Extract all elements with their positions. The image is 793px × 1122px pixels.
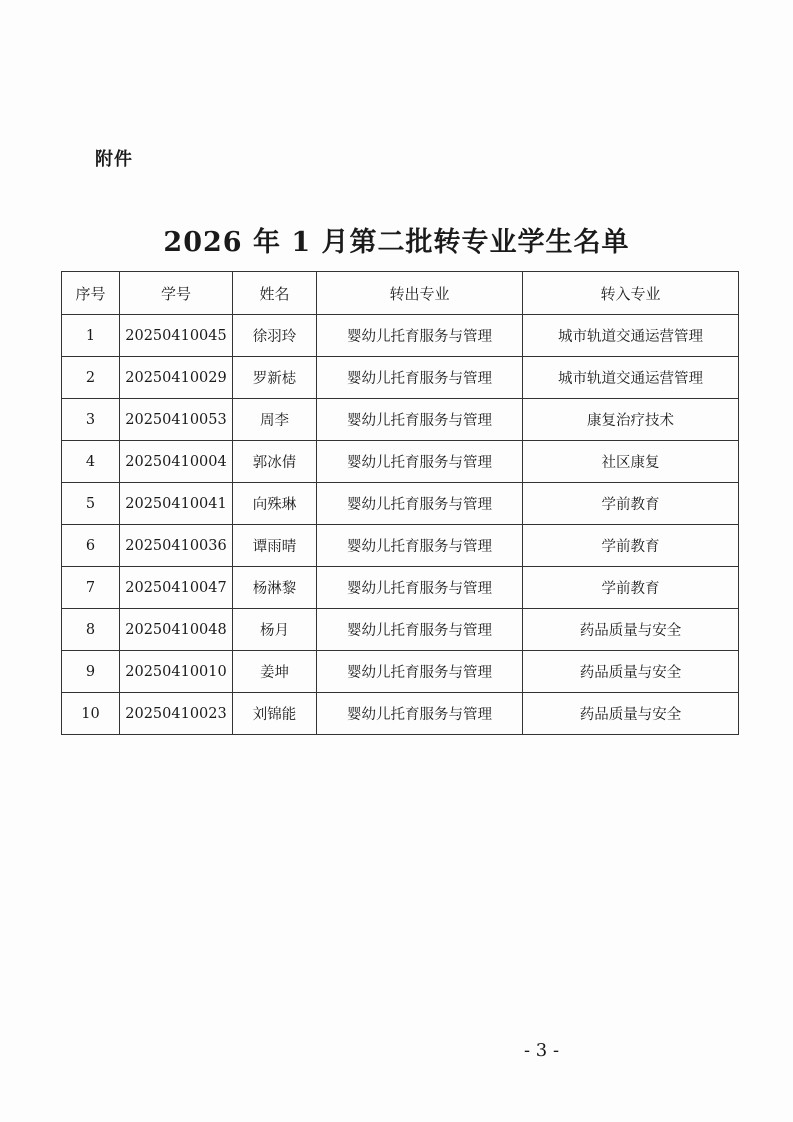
- table-header-row: [62, 272, 739, 315]
- table-body: [62, 315, 739, 735]
- cell-to-major: 学前教育: [523, 567, 739, 609]
- column-header-student-id: 学号: [120, 272, 233, 315]
- cell-name: 杨月: [233, 609, 317, 651]
- cell-seq: 1: [62, 315, 120, 357]
- cell-student-id: 20250410045: [120, 315, 233, 357]
- cell-name: 姜坤: [233, 651, 317, 693]
- cell-from-major: 婴幼儿托育服务与管理: [317, 567, 523, 609]
- column-header-to-major: 转入专业: [523, 272, 739, 315]
- column-header-from-major: 转出专业: [317, 272, 523, 315]
- document-title: 2026 年 1 月第二批转专业学生名单: [163, 227, 630, 258]
- table-row: [62, 651, 739, 693]
- cell-seq: 8: [62, 609, 120, 651]
- cell-name: 徐羽玲: [233, 315, 317, 357]
- cell-to-major: 药品质量与安全: [523, 693, 739, 735]
- cell-from-major: 婴幼儿托育服务与管理: [317, 525, 523, 567]
- cell-from-major: 婴幼儿托育服务与管理: [317, 441, 523, 483]
- column-header-name: 姓名: [233, 272, 317, 315]
- cell-student-id: 20250410053: [120, 399, 233, 441]
- transfer-student-table: [61, 271, 739, 735]
- table-row: [62, 441, 739, 483]
- cell-from-major: 婴幼儿托育服务与管理: [317, 693, 523, 735]
- cell-name: 杨淋黎: [233, 567, 317, 609]
- cell-student-id: 20250410041: [120, 483, 233, 525]
- table-row: [62, 357, 739, 399]
- page-number: - 3 -: [523, 1040, 560, 1061]
- cell-seq: 7: [62, 567, 120, 609]
- cell-to-major: 康复治疗技术: [523, 399, 739, 441]
- cell-student-id: 20250410048: [120, 609, 233, 651]
- cell-to-major: 城市轨道交通运营管理: [523, 315, 739, 357]
- cell-student-id: 20250410036: [120, 525, 233, 567]
- table-row: [62, 483, 739, 525]
- cell-from-major: 婴幼儿托育服务与管理: [317, 651, 523, 693]
- cell-from-major: 婴幼儿托育服务与管理: [317, 609, 523, 651]
- cell-to-major: 城市轨道交通运营管理: [523, 357, 739, 399]
- cell-name: 谭雨晴: [233, 525, 317, 567]
- cell-to-major: 学前教育: [523, 525, 739, 567]
- cell-to-major: 药品质量与安全: [523, 651, 739, 693]
- table-row: [62, 315, 739, 357]
- cell-to-major: 学前教育: [523, 483, 739, 525]
- cell-to-major: 社区康复: [523, 441, 739, 483]
- cell-student-id: 20250410029: [120, 357, 233, 399]
- cell-name: 郭冰倩: [233, 441, 317, 483]
- column-header-seq: 序号: [62, 272, 120, 315]
- cell-seq: 6: [62, 525, 120, 567]
- cell-name: 刘锦能: [233, 693, 317, 735]
- cell-student-id: 20250410010: [120, 651, 233, 693]
- cell-student-id: 20250410004: [120, 441, 233, 483]
- cell-from-major: 婴幼儿托育服务与管理: [317, 483, 523, 525]
- cell-student-id: 20250410023: [120, 693, 233, 735]
- cell-from-major: 婴幼儿托育服务与管理: [317, 315, 523, 357]
- cell-seq: 3: [62, 399, 120, 441]
- cell-seq: 2: [62, 357, 120, 399]
- table-row: [62, 567, 739, 609]
- table-row: [62, 399, 739, 441]
- cell-from-major: 婴幼儿托育服务与管理: [317, 357, 523, 399]
- attachment-label: 附件: [95, 149, 133, 170]
- cell-student-id: 20250410047: [120, 567, 233, 609]
- cell-seq: 9: [62, 651, 120, 693]
- table-row: [62, 609, 739, 651]
- cell-name: 周李: [233, 399, 317, 441]
- cell-name: 罗新梽: [233, 357, 317, 399]
- table-row: [62, 525, 739, 567]
- cell-to-major: 药品质量与安全: [523, 609, 739, 651]
- cell-seq: 4: [62, 441, 120, 483]
- cell-from-major: 婴幼儿托育服务与管理: [317, 399, 523, 441]
- cell-name: 向殊琳: [233, 483, 317, 525]
- cell-seq: 10: [62, 693, 120, 735]
- cell-seq: 5: [62, 483, 120, 525]
- table-row: [62, 693, 739, 735]
